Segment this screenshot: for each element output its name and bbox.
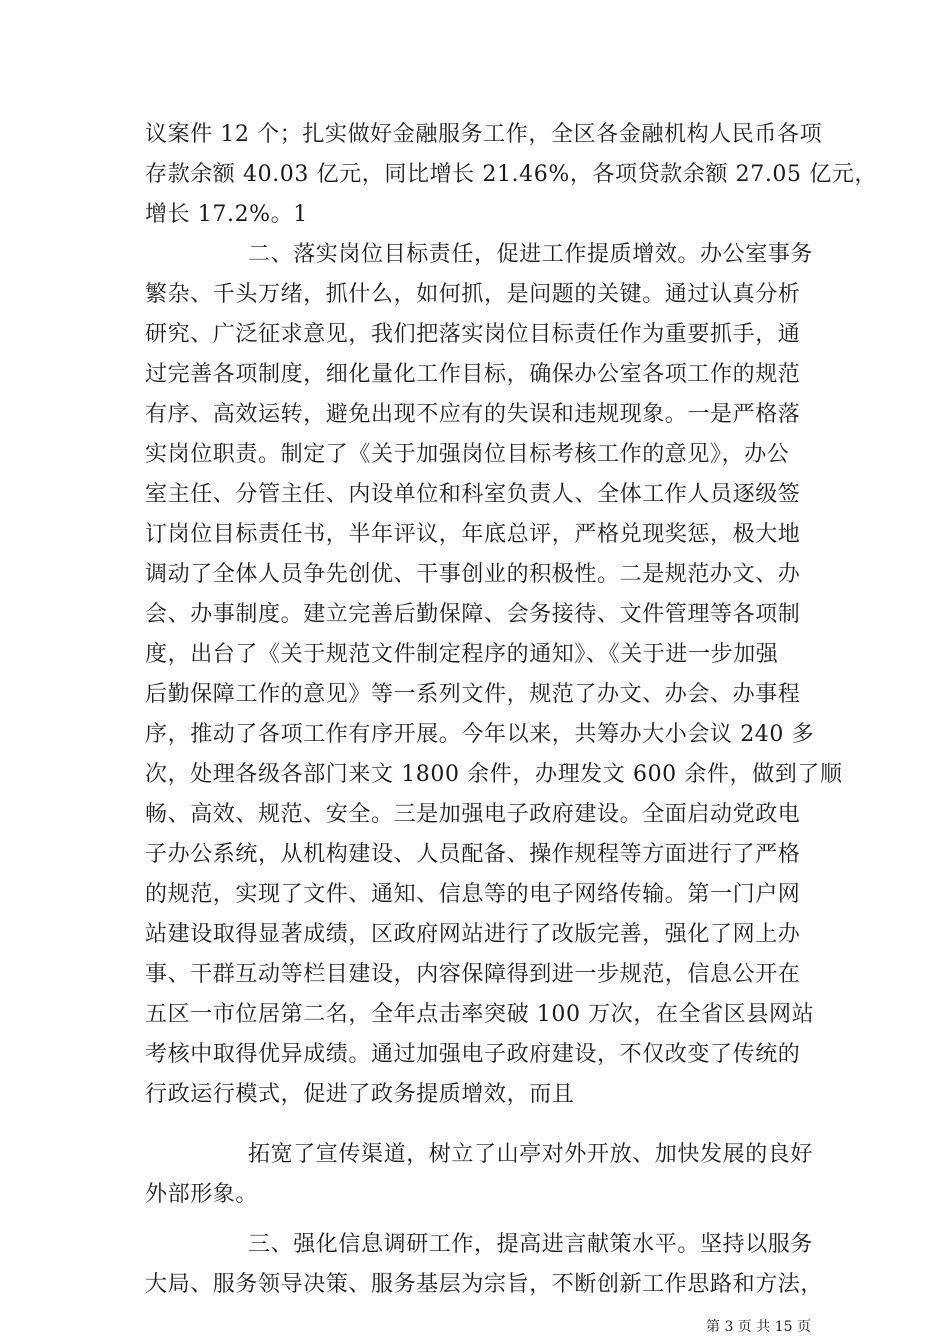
- paragraph-start-line: 二、落实岗位目标责任，促进工作提质增效。办公室事务: [248, 242, 814, 267]
- text-line: 事、干群互动等栏目建设，内容保障得到进一步规范，信息公开在: [145, 962, 801, 987]
- text-line: 增长 17.2%。1: [145, 202, 308, 227]
- text-line: 订岗位目标责任书，半年评议，年底总评，严格兑现奖惩，极大地: [145, 522, 801, 547]
- text-line: 畅、高效、规范、安全。三是加强电子政府建设。全面启动党政电: [145, 802, 801, 827]
- text-line: 的规范，实现了文件、通知、信息等的电子网络传输。第一门户网: [145, 882, 801, 907]
- text-line: 五区一市位居第二名，全年点击率突破 100 万次，在全省区县网站: [145, 1002, 815, 1027]
- text-line: 次，处理各级各部门来文 1800 余件，办理发文 600 余件，做到了顺: [145, 762, 843, 787]
- text-line: 存款余额 40.03 亿元，同比增长 21.46%，各项贷款余额 27.05 亿元，: [145, 162, 878, 187]
- paragraph-start-line: 拓宽了宣传渠道，树立了山亭对外开放、加快发展的良好: [248, 1142, 814, 1167]
- text-line: 议案件 12 个；扎实做好金融服务工作，全区各金融机构人民币各项: [145, 122, 823, 147]
- text-line: 过完善各项制度，细化量化工作目标，确保办公室各项工作的规范: [145, 362, 801, 387]
- text-line: 行政运行模式，促进了政务提质增效，而且: [145, 1082, 575, 1107]
- text-line: 有序、高效运转，避免出现不应有的失误和违规现象。一是严格落: [145, 402, 801, 427]
- text-line: 度，出台了《关于规范文件制定程序的通知》、《关于进一步加强: [145, 642, 779, 667]
- text-line: 序，推动了各项工作有序开展。今年以来，共筹办大小会议 240 多: [145, 722, 815, 747]
- text-line: 后勤保障工作的意见》等一系列文件，规范了办文、办会、办事程: [145, 682, 801, 707]
- text-line: 子办公系统，从机构建设、人员配备、操作规程等方面进行了严格: [145, 842, 801, 867]
- text-line: 外部形象。: [145, 1182, 259, 1207]
- text-line: 大局、服务领导决策、服务基层为宗旨，不断创新工作思路和方法，: [145, 1272, 824, 1297]
- paragraph-start-line: 三、强化信息调研工作，提高进言献策水平。坚持以服务: [248, 1232, 814, 1257]
- text-line: 繁杂、千头万绪，抓什么，如何抓，是问题的关键。通过认真分析: [145, 282, 801, 307]
- text-line: 研究、广泛征求意见，我们把落实岗位目标责任作为重要抓手，通: [145, 322, 801, 347]
- text-line: 站建设取得显著成绩，区政府网站进行了改版完善，强化了网上办: [145, 922, 801, 947]
- text-line: 考核中取得优异成绩。通过加强电子政府建设，不仅改变了传统的: [145, 1042, 801, 1067]
- text-line: 实岗位职责。制定了《关于加强岗位目标考核工作的意见》，办公: [145, 442, 790, 467]
- page-number-footer: 第 3 页 共 15 页: [706, 1319, 811, 1335]
- text-line: 室主任、分管主任、内设单位和科室负责人、全体工作人员逐级签: [145, 482, 801, 507]
- text-line: 会、办事制度。建立完善后勤保障、会务接待、文件管理等各项制: [145, 602, 801, 627]
- text-line: 调动了全体人员争先创优、干事创业的积极性。二是规范办文、办: [145, 562, 801, 587]
